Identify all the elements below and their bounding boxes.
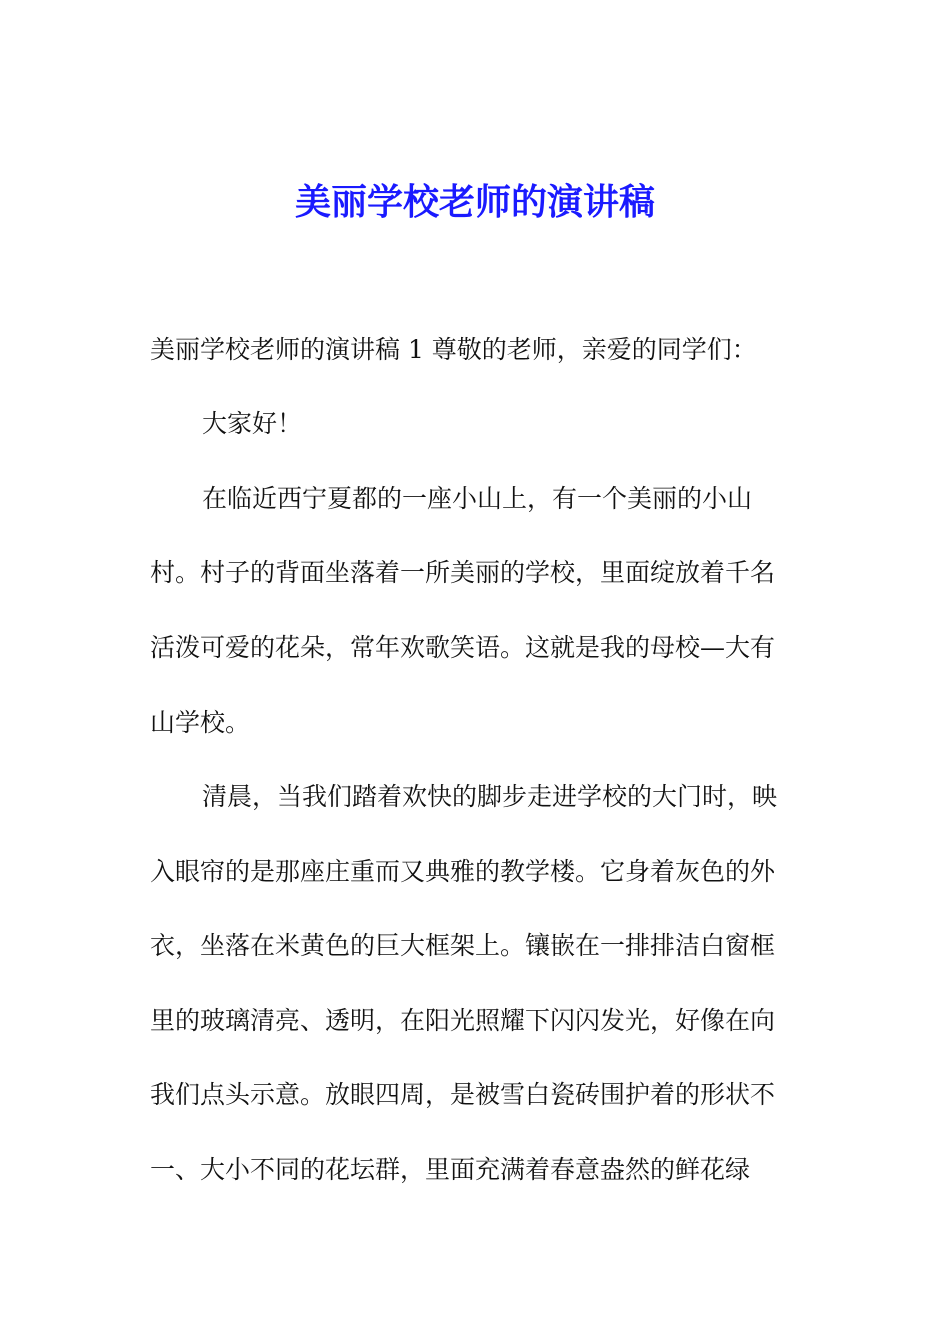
paragraph-line: 活泼可爱的花朵，常年欢歌笑语。这就是我的母校—大有 — [150, 633, 776, 662]
paragraph-line: 一、大小不同的花坛群，里面充满着春意盎然的鲜花绿 — [150, 1155, 751, 1184]
paragraph-line: 里的玻璃清亮、透明，在阳光照耀下闪闪发光，好像在向 — [150, 1006, 776, 1035]
paragraph-line: 入眼帘的是那座庄重而又典雅的教学楼。它身着灰色的外 — [150, 857, 776, 886]
paragraph-line: 山学校。 — [150, 708, 251, 737]
paragraph-line: 在临近西宁夏都的一座小山上，有一个美丽的小山 — [202, 484, 753, 513]
paragraph-line: 我们点头示意。放眼四周，是被雪白瓷砖围护着的形状不 — [150, 1080, 776, 1109]
paragraph-line: 衣，坐落在米黄色的巨大框架上。镶嵌在一排排洁白窗框 — [150, 931, 776, 960]
paragraph-line-greeting: 大家好！ — [202, 409, 303, 438]
paragraph-line-salutation: 美丽学校老师的演讲稿 1 尊敬的老师，亲爱的同学们： — [150, 335, 757, 364]
document-title: 美丽学校老师的演讲稿 — [294, 181, 655, 223]
paragraph-line: 清晨，当我们踏着欢快的脚步走进学校的大门时，映 — [202, 782, 778, 811]
paragraph-line: 村。村子的背面坐落着一所美丽的学校，里面绽放着千名 — [150, 558, 776, 587]
